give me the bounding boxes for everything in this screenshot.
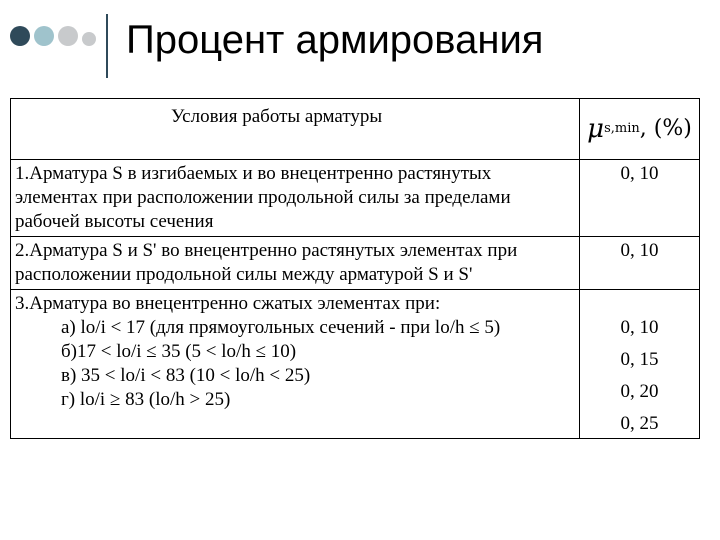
- header-mu: [580, 99, 699, 159]
- dot-teal: [34, 26, 54, 46]
- header-unit: , (%): [639, 116, 692, 141]
- row-text: г) lo/i ≥ 83 (lo/h > 25): [61, 389, 231, 410]
- row-text: 2.Арматура S и S' во внецентренно растянутых элементах при расположении продольной силы между арматурой S и S': [11, 237, 580, 289]
- dot-dark: [10, 26, 30, 46]
- row-value: 0, 10: [620, 163, 659, 184]
- row-value: 0, 15: [620, 349, 659, 370]
- mu-symbol: μ: [587, 114, 605, 144]
- table-row-group: [11, 289, 699, 438]
- row-value: 0, 10: [620, 317, 659, 338]
- row-text: б)17 < lo/i ≤ 35 (5 < lo/h ≤ 10): [61, 341, 297, 362]
- row-group-values: [580, 290, 699, 438]
- reinforcement-table: [10, 98, 700, 439]
- row-text: в) 35 < lo/i < 83 (10 < lo/h < 25): [61, 365, 311, 386]
- row-text: а) lo/i < 17 (для прямоугольных сечений - при lo/h ≤ 5): [61, 317, 501, 338]
- title-divider: [106, 14, 108, 78]
- row-value: 0, 20: [620, 381, 659, 402]
- table-row: [11, 159, 699, 236]
- dot-grey: [58, 26, 78, 46]
- header-conditions: Условия работы арматуры: [11, 99, 580, 159]
- dot-grey-small: [82, 32, 96, 46]
- table-header-row: [11, 99, 699, 159]
- row-text: 1.Арматура S в изгибаемых и во внецентренно растянутых элементах при расположении продольной силы за пределами рабочей высоты сечения: [11, 160, 580, 236]
- decorative-dots: [10, 26, 100, 48]
- row-text: 3.Арматура во внецентренно сжатых элементах при:: [15, 293, 441, 314]
- page-title: Процент армирования: [126, 18, 544, 62]
- mu-subscript: s,min: [604, 121, 640, 136]
- row-value: 0, 25: [620, 413, 659, 434]
- table-row: [11, 236, 699, 289]
- row-group-text: [11, 290, 580, 438]
- row-value: 0, 10: [620, 240, 659, 261]
